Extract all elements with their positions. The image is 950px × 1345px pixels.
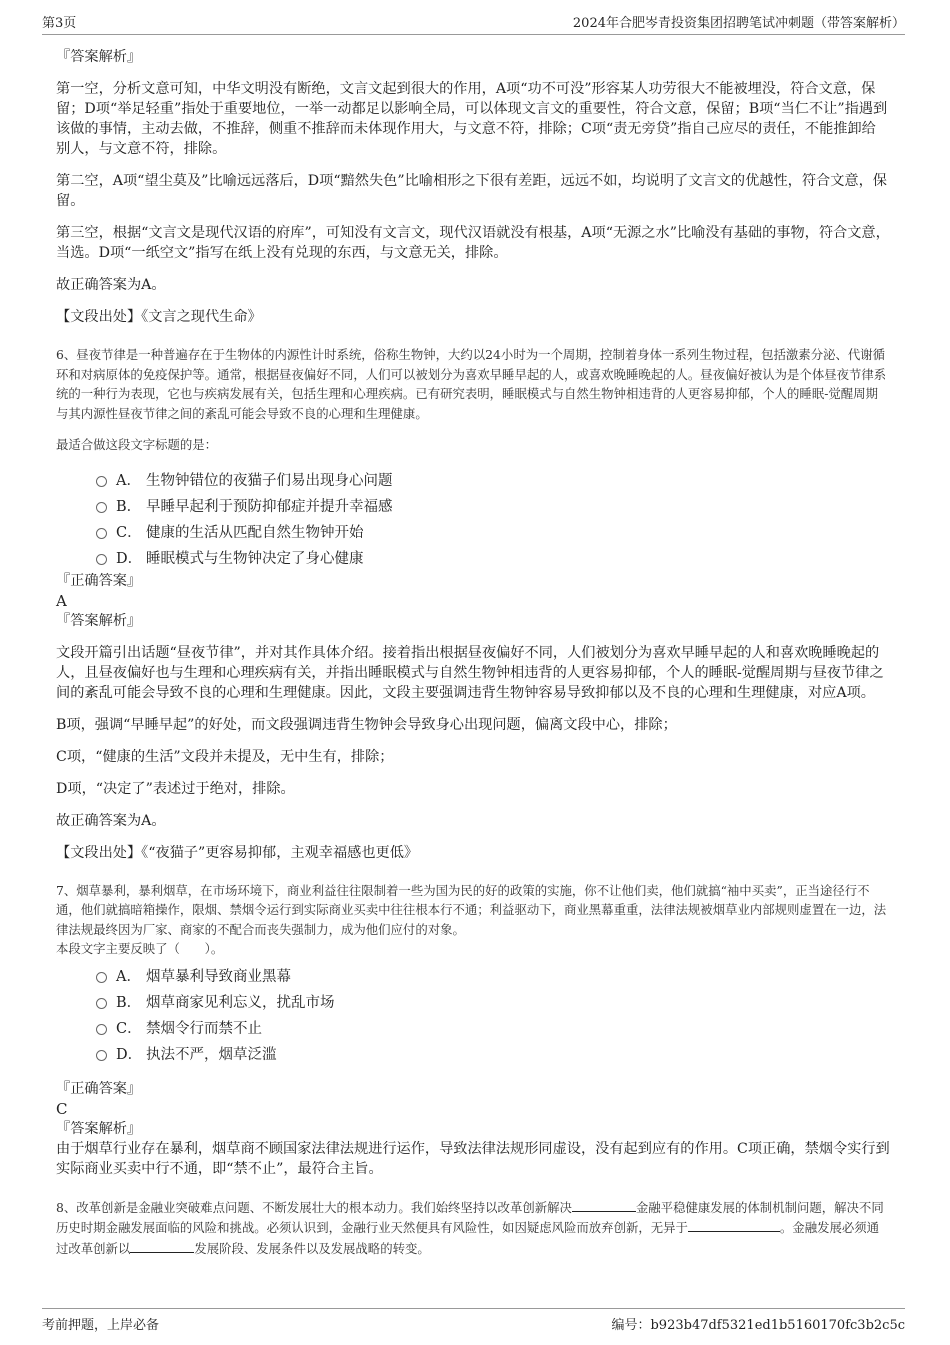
option-text: 健康的生活从匹配自然生物钟开始 (146, 525, 364, 541)
page-footer (42, 1308, 905, 1337)
radio-icon[interactable] (96, 502, 107, 513)
q5-analysis-para3: 第三空，根据“文言文是现代汉语的府库”，可知没有文言文，现代汉语就没有根基，A项“无源之水”比喻没有基础的事物，符合文意，当选。D项“一纸空文”指写在纸上没有兑现的东西，与文意无关，排除。 (56, 225, 890, 261)
q8-blank-3[interactable] (130, 1238, 194, 1253)
option-letter: B． (116, 499, 142, 515)
q6-analysis-para4: D项，“决定了”表述过于绝对，排除。 (56, 780, 295, 797)
q5-analysis-label: 『答案解析』 (56, 49, 142, 65)
q6-analysis-para3: C项，“健康的生活”文段并未提及，无中生有，排除； (56, 748, 394, 765)
q6-answer-label: 『正确答案』 (56, 572, 142, 589)
document-body (56, 47, 890, 1258)
q8-text-1: 8、改革创新是金融业突破难点问题、不断发展壮大的根本动力。我们始终坚持以改革创新解决 (56, 1199, 572, 1215)
q6-option-c[interactable] (96, 519, 890, 545)
option-letter: D． (116, 1047, 143, 1063)
radio-icon[interactable] (96, 554, 107, 565)
page-header (42, 12, 905, 35)
option-letter: A． (116, 969, 141, 985)
q8-text-4: 发展阶段、发展条件以及发展战略的转变。 (194, 1240, 430, 1256)
radio-icon[interactable] (96, 998, 107, 1009)
q5-analysis-para2: 第二空，A项“望尘莫及”比喻远远落后，D项“黯然失色”比喻相形之下很有差距，远远不如，均说明了文言文的优越性，符合文意，保留。 (56, 173, 887, 209)
radio-icon[interactable] (96, 528, 107, 539)
q8-text-3: 。金融发展必须通过改革创新以 (56, 1220, 880, 1256)
q5-conclusion: 故正确答案为A。 (56, 277, 166, 293)
document-code: 编号：b923b47df5321ed1b5160170fc3b2c5c (611, 1317, 905, 1333)
q6-stem: 6、昼夜节律是一种普遍存在于生物体的内源性计时系统，俗称生物钟，大约以24小时为一个周期，控制着身体一系列生物过程，包括激素分泌、代谢循环和对病原体的免疫保护等。通常，根据昼夜偏好不同，人们可以被划分为喜欢早睡早起的人，或喜欢晚睡晚起的人。昼夜偏好被认为是个体昼夜节律系统的一种行为表现，它也与疾病发展有关，包括生理和心理疾病。已有研究表明，睡眠模式与自然生物钟相违背的人更容易抑郁，个人的睡眠-觉醒周期与其内源性昼夜节律之间的紊乱可能会导致不良的心理和生理健康。 (56, 347, 887, 421)
q7-option-a[interactable] (96, 963, 890, 989)
q7-question: 本段文字主要反映了（ ）。 (56, 941, 224, 956)
option-letter: B． (116, 995, 142, 1011)
option-text: 生物钟错位的夜猫子们易出现身心问题 (146, 473, 393, 489)
page-number: 第3页 (42, 16, 77, 31)
option-text: 睡眠模式与生物钟决定了身心健康 (146, 551, 364, 567)
option-text: 禁烟令行而禁不止 (146, 1021, 262, 1037)
q6-analysis-para1: 文段开篇引出话题“昼夜节律”，并对其作具体介绍。接着指出根据昼夜偏好不同，人们被划分为喜欢早睡早起的人和喜欢晚睡晚起的人，且昼夜偏好也与生理和心理疾病有关，并指出睡眠模式与自然生物钟相违背的人更容易抑郁，个人的睡眠-觉醒周期与昼夜节律之间的紊乱可能会导致不良的心理和生理健康。因此，文段主要强调违背生物钟容易导致抑郁以及不良的心理和生理健康，对应A项。 (56, 644, 884, 701)
q7-option-b[interactable] (96, 989, 890, 1015)
q7-option-c[interactable] (96, 1015, 890, 1041)
q5-analysis-para1: 第一空，分析文意可知，中华文明没有断绝，文言文起到很大的作用，A项“功不可没”形容某人功劳很大不能被埋没，符合文意，保留；D项“举足轻重”指处于重要地位，一举一动都足以影响全局，可以体现文言文的重要性，符合文意，保留；B项“当仁不让”指遇到该做的事情，主动去做，不推辞，侧重不推辞而未体现作用大，与文意不符，排除；C项“责无旁贷”指自己应尽的责任，不能推卸给别人，与文意不符，排除。 (56, 81, 888, 157)
footer-slogan: 考前押题，上岸必备 (42, 1317, 160, 1333)
option-letter: C． (116, 1021, 142, 1037)
q8-stem (56, 1197, 890, 1259)
q6-option-b[interactable] (96, 493, 890, 519)
q6-option-a[interactable] (96, 467, 890, 493)
q7-option-d[interactable] (96, 1041, 890, 1067)
option-text: 烟草暴利导致商业黑幕 (146, 969, 291, 985)
q7-analysis-label: 『答案解析』 (56, 1120, 142, 1137)
q6-analysis-label: 『答案解析』 (56, 612, 142, 629)
q6-option-d[interactable] (96, 545, 890, 571)
q8-text-2: 金融平稳健康发展的体制机制问题，解决不同历史时期金融发展面临的风险和挑战。必须认识到，金融行业天然便具有风险性，如因疑虑风险而放弃创新，无异于 (56, 1199, 884, 1235)
q7-answer-label: 『正确答案』 (56, 1080, 142, 1097)
q6-answer: A (56, 591, 67, 610)
q7-stem: 7、烟草暴利，暴利烟草，在市场环境下，商业利益往往限制着一些为国为民的好的政策的实施，你不让他们卖，他们就搞“袖中买卖”，正当途径行不通，他们就搞暗箱操作，限烟、禁烟令运行到实际商业买卖中往往根本行不通；利益驱动下，商业黑幕重重，法律法规被烟草业内部规则虚置在一边，法律法规最终因为厂家、商家的不配合而丧失强制力，成为他们应付的对象。 (56, 882, 887, 937)
q6-question: 最适合做这段文字标题的是： (56, 437, 218, 452)
q7-options (96, 963, 890, 1067)
q7-analysis: 由于烟草行业存在暴利，烟草商不顾国家法律法规进行运作，导致法律法规形同虚设，没有起到应有的作用。C项正确，禁烟令实行到实际商业买卖中行不通，即“禁不止”，最符合主旨。 (56, 1140, 890, 1177)
radio-icon[interactable] (96, 1024, 107, 1035)
q6-analysis-para2: B项，强调“早睡早起”的好处，而文段强调违背生物钟会导致身心出现问题，偏离文段中心，排除； (56, 716, 677, 733)
q5-source: 【文段出处】《文言之现代生命》 (56, 309, 262, 325)
option-letter: D． (116, 551, 143, 567)
document-title: 2024年合肥岑青投资集团招聘笔试冲刺题（带答案解析） (572, 16, 905, 31)
q7-answer: C (56, 1099, 68, 1118)
option-text: 早睡早起利于预防抑郁症并提升幸福感 (146, 499, 393, 515)
option-text: 执法不严，烟草泛滥 (146, 1047, 277, 1063)
q6-conclusion: 故正确答案为A。 (56, 812, 166, 829)
radio-icon[interactable] (96, 476, 107, 487)
q8-blank-2[interactable] (688, 1217, 780, 1232)
radio-icon[interactable] (96, 972, 107, 983)
q6-source: 【文段出处】《“夜猫子”更容易抑郁，主观幸福感也更低》 (56, 844, 419, 861)
option-text: 烟草商家见利忘义，扰乱市场 (146, 995, 335, 1011)
q8-blank-1[interactable] (572, 1197, 636, 1212)
radio-icon[interactable] (96, 1050, 107, 1061)
q6-options (96, 467, 890, 571)
option-letter: A． (116, 473, 141, 489)
option-letter: C． (116, 525, 142, 541)
